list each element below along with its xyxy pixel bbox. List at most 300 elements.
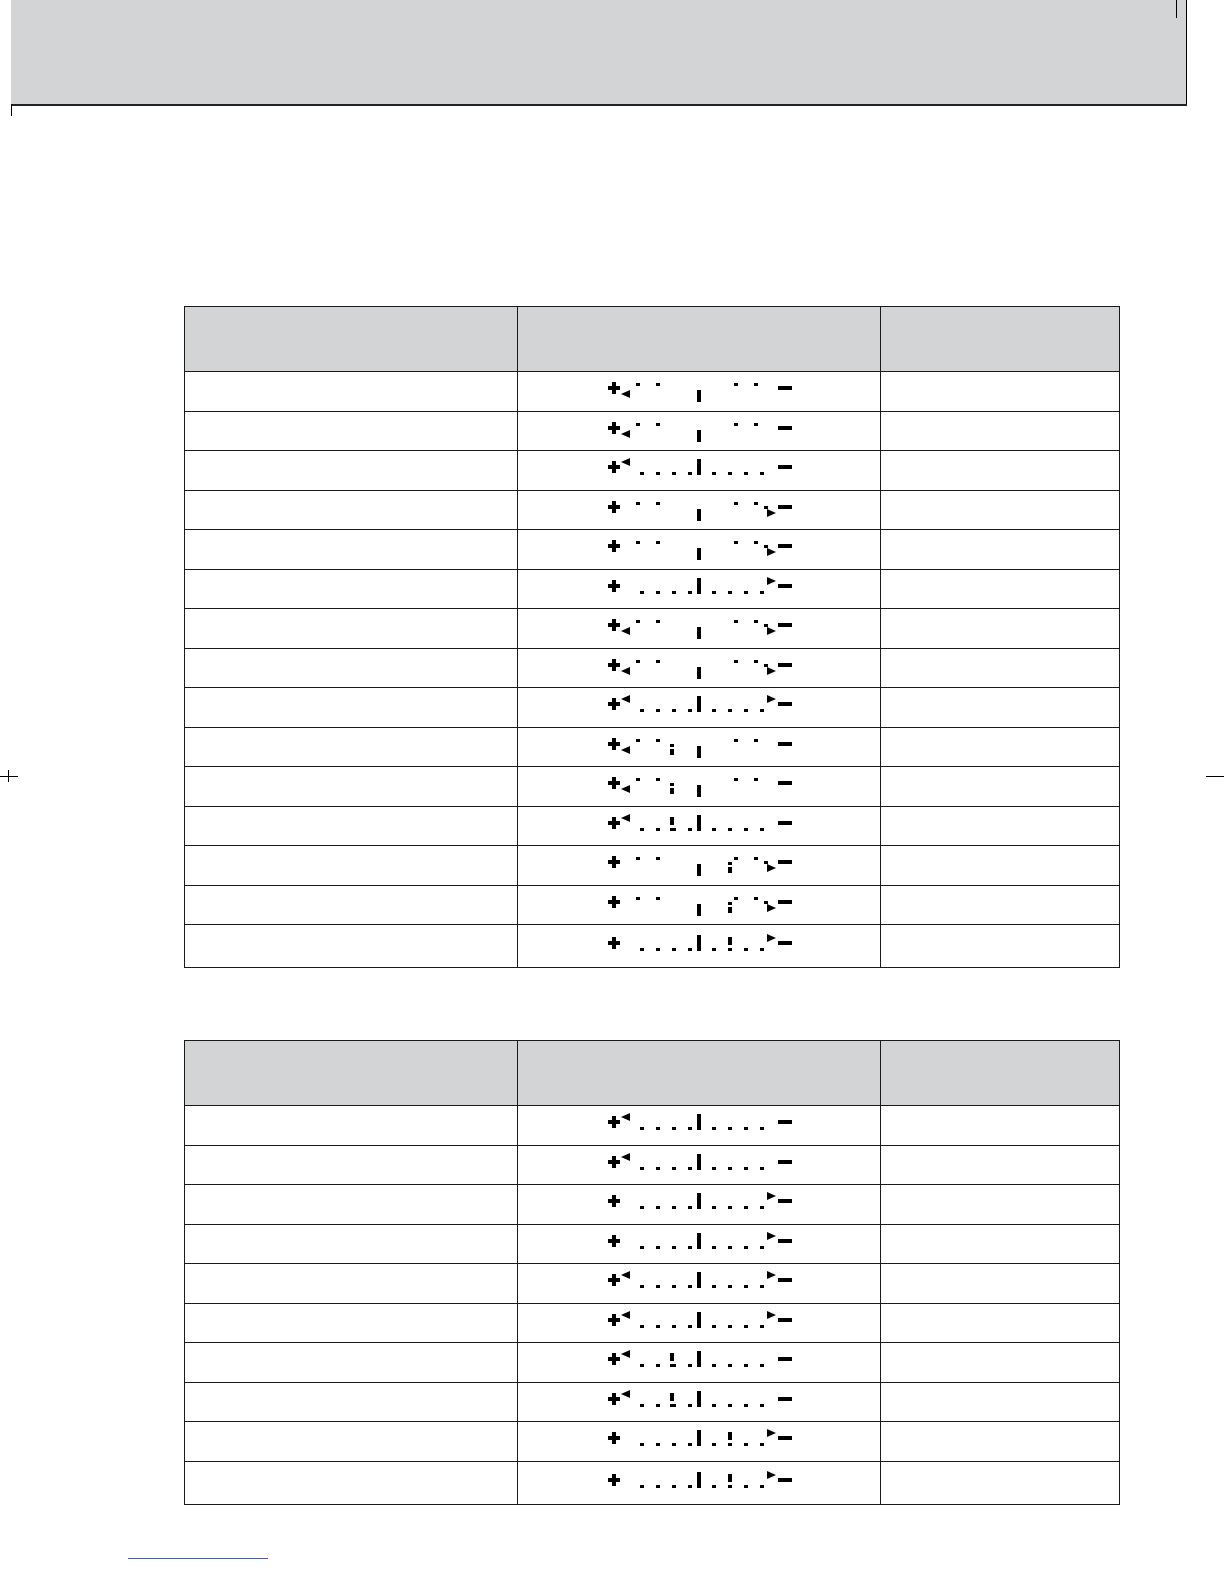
row-label-cell [185, 925, 518, 968]
row-value-cell [881, 648, 1120, 688]
minus-icon [778, 1239, 792, 1243]
row-indicator-cell [518, 1303, 881, 1343]
scale-dot-icon [744, 1285, 748, 1288]
table-row [185, 1264, 1120, 1304]
row-label-cell [185, 1461, 518, 1504]
scale-dot-icon [640, 1206, 644, 1209]
meter-indicator-icon [604, 611, 794, 645]
center-bar-icon [697, 1312, 701, 1328]
row-value-cell [881, 688, 1120, 728]
segment-mark-icon [728, 867, 732, 873]
scale-dot-icon [672, 1443, 676, 1446]
scale-dot-icon [672, 1485, 676, 1488]
scale-dot-icon [734, 660, 738, 663]
minus-icon [778, 505, 792, 509]
center-bar-icon [697, 509, 701, 521]
meter-indicator-icon [604, 532, 794, 566]
table-row [185, 569, 1120, 609]
left-arrow-icon [621, 1271, 630, 1279]
row-value-cell [881, 1422, 1120, 1462]
center-bar-icon [697, 815, 701, 831]
row-label-cell [185, 530, 518, 570]
center-bar-icon [697, 548, 701, 560]
scale-dot-icon [656, 541, 660, 544]
plus-icon-vertical [612, 856, 616, 868]
scale-dot-icon [688, 1325, 692, 1328]
right-arrow-icon [767, 1429, 776, 1437]
row-label-cell [185, 1382, 518, 1422]
meter-indicator-icon [604, 1187, 794, 1221]
segment-mark-icon [728, 1432, 732, 1440]
plus-icon-vertical [612, 1156, 616, 1168]
scale-dot-icon [744, 1364, 748, 1367]
scale-dot-icon [760, 1443, 764, 1446]
header-cell-value [881, 1041, 1120, 1106]
plus-icon-vertical [612, 659, 616, 671]
scale-dot-icon [640, 1364, 644, 1367]
header-cell-label [185, 1041, 518, 1106]
scale-dot-icon [688, 948, 692, 951]
row-indicator-cell [518, 569, 881, 609]
scale-dot-icon [636, 541, 640, 544]
table-row [185, 648, 1120, 688]
row-indicator-cell [518, 609, 881, 649]
minus-icon [778, 1397, 792, 1401]
right-arrow-icon [767, 904, 776, 912]
scale-dot-icon [672, 1285, 676, 1288]
scale-dot-icon [734, 383, 738, 386]
scale-dot-icon [636, 739, 640, 742]
minus-icon [778, 544, 792, 548]
scale-dot-icon [688, 1285, 692, 1288]
scale-dot-icon [712, 948, 716, 951]
row-indicator-cell [518, 1422, 881, 1462]
right-arrow-icon [767, 1311, 776, 1319]
table-row [185, 411, 1120, 451]
scale-dot-icon [636, 778, 640, 781]
left-arrow-icon [621, 430, 630, 438]
scale-dot-icon [672, 709, 676, 712]
plus-icon-vertical [612, 738, 616, 750]
left-arrow-icon [621, 695, 630, 703]
scale-dot-icon [728, 709, 732, 712]
scale-dot-icon [688, 709, 692, 712]
plus-icon-vertical [612, 1116, 616, 1128]
scale-dot-icon [712, 828, 716, 831]
minus-icon [778, 1436, 792, 1440]
row-label-cell [185, 372, 518, 412]
scale-dot-icon [688, 1443, 692, 1446]
scale-dot-icon [728, 591, 732, 594]
row-indicator-cell [518, 1461, 881, 1504]
scale-dot-icon [712, 1325, 716, 1328]
row-indicator-cell [518, 1382, 881, 1422]
scale-dot-icon [754, 739, 758, 742]
meter-indicator-icon [604, 414, 794, 448]
plus-icon-vertical [612, 580, 616, 592]
meter-indicator-icon [604, 888, 794, 922]
left-arrow-icon [621, 814, 630, 822]
scale-dot-icon [672, 1167, 676, 1170]
plus-icon-vertical [612, 937, 616, 949]
row-value-cell [881, 767, 1120, 807]
table-header-row [185, 307, 1120, 372]
center-bar-icon [697, 627, 701, 639]
scale-dot-icon [636, 423, 640, 426]
row-value-cell [881, 569, 1120, 609]
row-indicator-cell [518, 490, 881, 530]
row-value-cell [881, 1264, 1120, 1304]
segment-mark-icon [728, 1474, 732, 1482]
scale-dot-icon [754, 502, 758, 505]
plus-icon-vertical [612, 382, 616, 394]
center-bar-icon [697, 667, 701, 679]
scale-dot-icon [728, 1285, 732, 1288]
meter-indicator-icon [604, 1306, 794, 1340]
minus-icon [778, 623, 792, 627]
row-label-cell [185, 846, 518, 886]
scale-dot-icon [672, 1206, 676, 1209]
row-value-cell [881, 451, 1120, 491]
minus-icon [778, 1478, 792, 1482]
plus-icon-vertical [612, 1274, 616, 1286]
scale-dot-icon [656, 948, 660, 951]
row-indicator-cell [518, 885, 881, 925]
minus-icon [778, 1199, 792, 1203]
row-indicator-cell [518, 925, 881, 968]
plus-icon-vertical [612, 777, 616, 789]
table-row [185, 925, 1120, 968]
meter-indicator-icon [604, 809, 794, 843]
table-row [185, 490, 1120, 530]
plus-icon-vertical [612, 619, 616, 631]
minus-icon [778, 1160, 792, 1164]
minus-icon [778, 941, 792, 945]
row-label-cell [185, 1343, 518, 1383]
left-arrow-icon [621, 458, 630, 466]
row-indicator-cell [518, 806, 881, 846]
row-value-cell [881, 1185, 1120, 1225]
scale-dot-icon [754, 897, 758, 900]
scale-dot-icon [656, 1404, 660, 1407]
crop-mark-top-right-a [1176, 0, 1177, 18]
right-arrow-icon [767, 864, 776, 872]
scale-dot-icon [754, 620, 758, 623]
minus-icon [778, 1318, 792, 1322]
scale-dot-icon [636, 502, 640, 505]
header-cell-indicator [518, 1041, 881, 1106]
scale-dot-icon [728, 828, 732, 831]
scale-dot-icon [754, 857, 758, 860]
meter-indicator-icon [604, 1108, 794, 1142]
meter-table-1 [184, 306, 1120, 968]
row-indicator-cell [518, 1264, 881, 1304]
scale-dot-icon [764, 545, 768, 548]
left-arrow-icon [621, 746, 630, 754]
row-value-cell [881, 530, 1120, 570]
plus-icon-vertical [612, 422, 616, 434]
right-arrow-icon [767, 577, 776, 585]
scale-dot-icon [734, 739, 738, 742]
scale-dot-icon [688, 1127, 692, 1130]
plus-icon-vertical [612, 540, 616, 552]
row-value-cell [881, 846, 1120, 886]
segment-mark-icon [670, 1393, 674, 1401]
scale-dot-icon [640, 472, 644, 475]
crop-mark-mid-right [1206, 776, 1224, 777]
scale-dot-icon [760, 1167, 764, 1170]
crop-mark-top-left [11, 104, 12, 116]
scale-dot-icon [688, 1364, 692, 1367]
segment-mark-dot-icon [670, 744, 674, 747]
scale-dot-icon [764, 901, 768, 904]
row-label-cell [185, 1224, 518, 1264]
scale-dot-icon [734, 423, 738, 426]
scale-dot-icon [744, 1206, 748, 1209]
left-arrow-icon [621, 1153, 630, 1161]
scale-dot-icon [656, 1206, 660, 1209]
table-row [185, 1303, 1120, 1343]
row-label-cell [185, 1303, 518, 1343]
scale-dot-icon [760, 1285, 764, 1288]
left-arrow-icon [621, 390, 630, 398]
scale-dot-icon [760, 1325, 764, 1328]
scale-dot-icon [636, 383, 640, 386]
center-bar-icon [697, 578, 701, 594]
segment-mark-dot-icon [728, 1485, 732, 1488]
scale-dot-icon [712, 472, 716, 475]
row-value-cell [881, 1303, 1120, 1343]
row-label-cell [185, 1145, 518, 1185]
segment-mark-icon [728, 937, 732, 945]
scale-dot-icon [760, 591, 764, 594]
scale-dot-icon [712, 1167, 716, 1170]
scale-dot-icon [744, 948, 748, 951]
scale-dot-icon [744, 1443, 748, 1446]
center-bar-icon [697, 430, 701, 442]
center-bar-icon [697, 1272, 701, 1288]
row-label-cell [185, 451, 518, 491]
scale-dot-icon [656, 1127, 660, 1130]
row-value-cell [881, 806, 1120, 846]
plus-icon-vertical [612, 1432, 616, 1444]
scale-dot-icon [728, 472, 732, 475]
meter-indicator-icon [604, 493, 794, 527]
table-row [185, 885, 1120, 925]
table-row [185, 530, 1120, 570]
plus-icon-vertical [612, 461, 616, 473]
center-bar-icon [697, 864, 701, 876]
scale-dot-icon [728, 1404, 732, 1407]
table-row [185, 1145, 1120, 1185]
row-label-cell [185, 1106, 518, 1146]
scale-dot-icon [712, 1127, 716, 1130]
scale-dot-icon [744, 472, 748, 475]
scale-dot-icon [672, 472, 676, 475]
scale-dot-icon [760, 828, 764, 831]
scale-dot-icon [734, 620, 738, 623]
scale-dot-icon [656, 1285, 660, 1288]
right-arrow-icon [767, 548, 776, 556]
right-arrow-icon [767, 627, 776, 635]
scale-dot-icon [712, 1285, 716, 1288]
row-indicator-cell [518, 1106, 881, 1146]
scale-dot-icon [744, 1404, 748, 1407]
row-indicator-cell [518, 688, 881, 728]
table-row [185, 609, 1120, 649]
scale-dot-icon [656, 739, 660, 742]
row-indicator-cell [518, 648, 881, 688]
row-value-cell [881, 1106, 1120, 1146]
right-arrow-icon [767, 1232, 776, 1240]
scale-dot-icon [760, 1404, 764, 1407]
table-row [185, 767, 1120, 807]
left-arrow-icon [621, 1390, 630, 1398]
meter-indicator-icon [604, 769, 794, 803]
scale-dot-icon [760, 472, 764, 475]
scale-dot-icon [754, 660, 758, 663]
table-row [185, 372, 1120, 412]
scale-dot-icon [688, 1404, 692, 1407]
scale-dot-icon [760, 1485, 764, 1488]
scale-dot-icon [656, 383, 660, 386]
center-bar-icon [697, 1472, 701, 1488]
row-value-cell [881, 885, 1120, 925]
row-label-cell [185, 885, 518, 925]
scale-dot-icon [744, 1167, 748, 1170]
scale-dot-icon [656, 660, 660, 663]
right-arrow-icon [767, 1192, 776, 1200]
row-label-cell [185, 806, 518, 846]
row-value-cell [881, 372, 1120, 412]
row-label-cell [185, 411, 518, 451]
row-indicator-cell [518, 727, 881, 767]
scale-dot-icon [712, 709, 716, 712]
meter-indicator-icon [604, 1227, 794, 1261]
scale-dot-icon [656, 897, 660, 900]
crop-mark-mid-left [0, 776, 18, 777]
center-bar-icon [697, 1233, 701, 1249]
minus-icon [778, 386, 792, 390]
scale-dot-icon [754, 541, 758, 544]
scale-dot-icon [656, 1364, 660, 1367]
meter-indicator-icon [604, 374, 794, 408]
segment-mark-dot-icon [670, 783, 674, 786]
left-arrow-icon [621, 1350, 630, 1358]
center-bar-icon [697, 1430, 701, 1446]
center-bar-icon [697, 1351, 701, 1367]
plus-icon-vertical [612, 1353, 616, 1365]
row-label-cell [185, 648, 518, 688]
table-row [185, 1185, 1120, 1225]
row-value-cell [881, 490, 1120, 530]
plus-icon-vertical [612, 817, 616, 829]
row-value-cell [881, 1145, 1120, 1185]
segment-mark-icon [670, 749, 674, 755]
segment-mark-icon [728, 907, 732, 913]
plus-icon-vertical [612, 1314, 616, 1326]
left-arrow-icon [621, 1311, 630, 1319]
scale-dot-icon [656, 857, 660, 860]
scale-dot-icon [656, 1325, 660, 1328]
row-value-cell [881, 727, 1120, 767]
plus-icon-vertical [612, 501, 616, 513]
table-row [185, 727, 1120, 767]
row-value-cell [881, 609, 1120, 649]
minus-icon [778, 742, 792, 746]
row-indicator-cell [518, 767, 881, 807]
scale-dot-icon [764, 506, 768, 509]
row-label-cell [185, 1185, 518, 1225]
right-arrow-icon [767, 934, 776, 942]
right-arrow-icon [767, 695, 776, 703]
scale-dot-icon [688, 591, 692, 594]
row-indicator-cell [518, 1185, 881, 1225]
scale-dot-icon [744, 591, 748, 594]
right-arrow-icon [767, 667, 776, 675]
scale-dot-icon [640, 828, 644, 831]
scale-dot-icon [754, 778, 758, 781]
segment-mark-dot-icon [670, 828, 674, 831]
minus-icon [778, 781, 792, 785]
scale-dot-icon [656, 1443, 660, 1446]
segment-mark-icon [670, 817, 674, 825]
row-label-cell [185, 767, 518, 807]
scale-dot-icon [764, 624, 768, 627]
scale-dot-icon [712, 1364, 716, 1367]
row-label-cell [185, 490, 518, 530]
scale-dot-icon [764, 861, 768, 864]
meter-indicator-icon [604, 730, 794, 764]
scale-dot-icon [688, 1167, 692, 1170]
right-arrow-icon [767, 509, 776, 517]
scale-dot-icon [656, 709, 660, 712]
scale-dot-icon [656, 472, 660, 475]
scale-dot-icon [760, 709, 764, 712]
minus-icon [778, 1278, 792, 1282]
scale-dot-icon [640, 1127, 644, 1130]
meter-indicator-icon [604, 1148, 794, 1182]
row-label-cell [185, 688, 518, 728]
segment-mark-dot-icon [670, 1364, 674, 1367]
header-cell-value [881, 307, 1120, 372]
row-value-cell [881, 411, 1120, 451]
scale-dot-icon [672, 948, 676, 951]
meter-indicator-icon [604, 848, 794, 882]
meter-indicator-icon [604, 1385, 794, 1419]
scale-dot-icon [734, 541, 738, 544]
scale-dot-icon [760, 1246, 764, 1249]
scale-dot-icon [656, 1246, 660, 1249]
meter-indicator-icon [604, 929, 794, 963]
row-value-cell [881, 1382, 1120, 1422]
center-bar-icon [697, 696, 701, 712]
scale-dot-icon [744, 828, 748, 831]
segment-mark-icon [670, 788, 674, 794]
scale-dot-icon [712, 591, 716, 594]
plus-icon-vertical [612, 698, 616, 710]
scale-dot-icon [656, 591, 660, 594]
minus-icon [778, 702, 792, 706]
table-row [185, 1461, 1120, 1504]
row-label-cell [185, 727, 518, 767]
scale-dot-icon [640, 591, 644, 594]
left-arrow-icon [621, 627, 630, 635]
scale-dot-icon [744, 1325, 748, 1328]
scale-dot-icon [656, 778, 660, 781]
table-row [185, 1343, 1120, 1383]
row-indicator-cell [518, 411, 881, 451]
